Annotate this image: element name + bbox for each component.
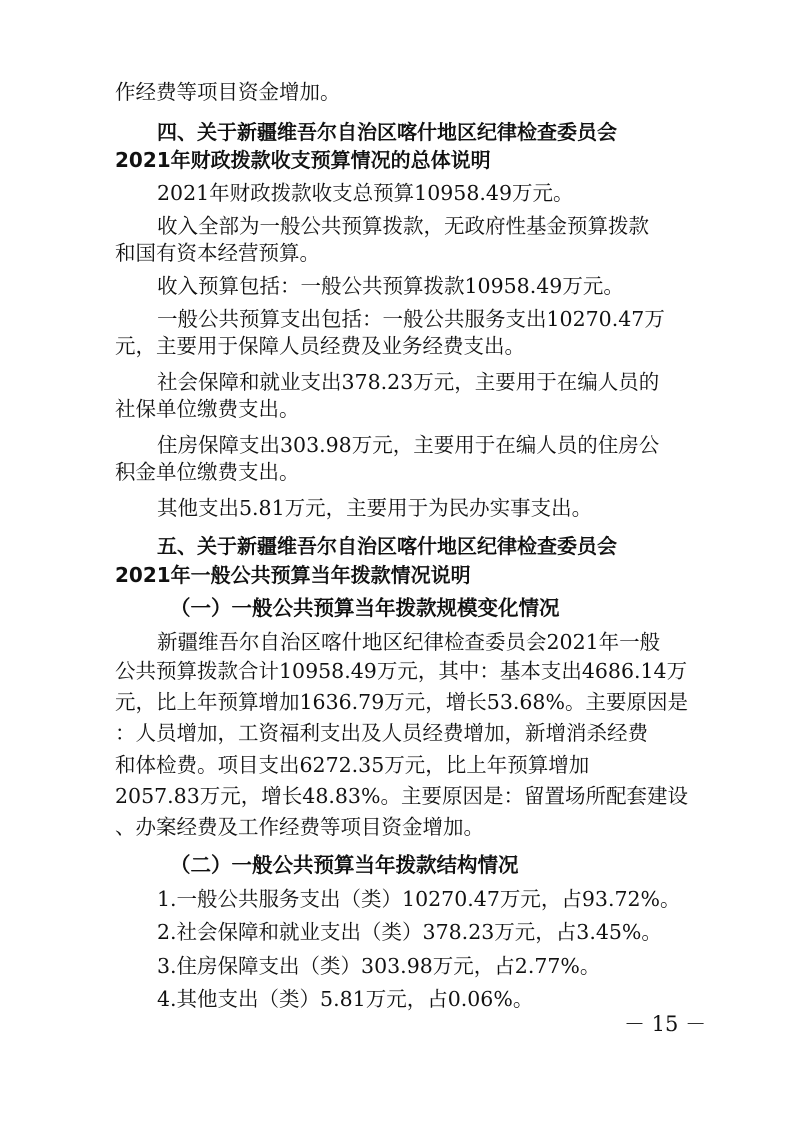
list-item: 3.住房保障支出（类）303.98万元，占2.77%。	[157, 954, 601, 978]
text-line: 收入预算包括：一般公共预算拨款10958.49万元。	[157, 274, 624, 298]
section-heading-4: 四、关于新疆维吾尔自治区喀什地区纪律检查委员会	[157, 120, 617, 144]
list-item: 2.社会保障和就业支出（类）378.23万元，占3.45%。	[157, 920, 662, 944]
text-line: 积金单位缴费支出。	[115, 460, 300, 484]
text-line: 社保单位缴费支出。	[115, 397, 300, 421]
subheading-2: （二）一般公共预算当年拨款结构情况	[170, 853, 519, 877]
section-heading-5: 五、关于新疆维吾尔自治区喀什地区纪律检查委员会	[157, 534, 617, 558]
text-line: 元，比上年预算增加1636.79万元，增长53.68%。主要原因是	[115, 690, 688, 714]
subheading-1: （一）一般公共预算当年拨款规模变化情况	[170, 596, 560, 620]
list-item: 4.其他支出（类）5.81万元，占0.06%。	[157, 987, 534, 1011]
text-line: 一般公共预算支出包括：一般公共服务支出10270.47万	[157, 307, 665, 331]
text-line: 作经费等项目资金增加。	[115, 80, 341, 104]
text-line: 社会保障和就业支出378.23万元，主要用于在编人员的	[157, 370, 660, 394]
text-line: 2057.83万元，增长48.83%。主要原因是：留置场所配套建设	[115, 784, 688, 808]
text-line: 住房保障支出303.98万元，主要用于在编人员的住房公	[157, 433, 660, 457]
list-item: 1.一般公共服务支出（类）10270.47万元，占93.72%。	[157, 887, 681, 911]
text-line: 公共预算拨款合计10958.49万元，其中：基本支出4686.14万	[115, 659, 688, 683]
text-line: 其他支出5.81万元，主要用于为民办实事支出。	[157, 496, 593, 520]
text-line: 新疆维吾尔自治区喀什地区纪律检查委员会2021年一般	[157, 630, 661, 654]
text-line: 收入全部为一般公共预算拨款，无政府性基金预算拨款	[157, 214, 649, 238]
text-line: 元，主要用于保障人员经费及业务经费支出。	[115, 334, 525, 358]
text-line: 和体检费。项目支出6272.35万元，比上年预算增加	[115, 753, 590, 777]
page-number: － 15 －	[624, 1012, 707, 1036]
section-heading-4-cont: 2021年财政拨款收支预算情况的总体说明	[115, 148, 491, 172]
text-line: 和国有资本经营预算。	[115, 241, 320, 265]
text-line: 2021年财政拨款收支总预算10958.49万元。	[157, 181, 574, 205]
text-line: ：人员增加，工资福利支出及人员经费增加，新增消杀经费	[115, 721, 648, 745]
section-heading-5-cont: 2021年一般公共预算当年拨款情况说明	[115, 563, 471, 587]
text-line: 、办案经费及工作经费等项目资金增加。	[115, 815, 484, 839]
